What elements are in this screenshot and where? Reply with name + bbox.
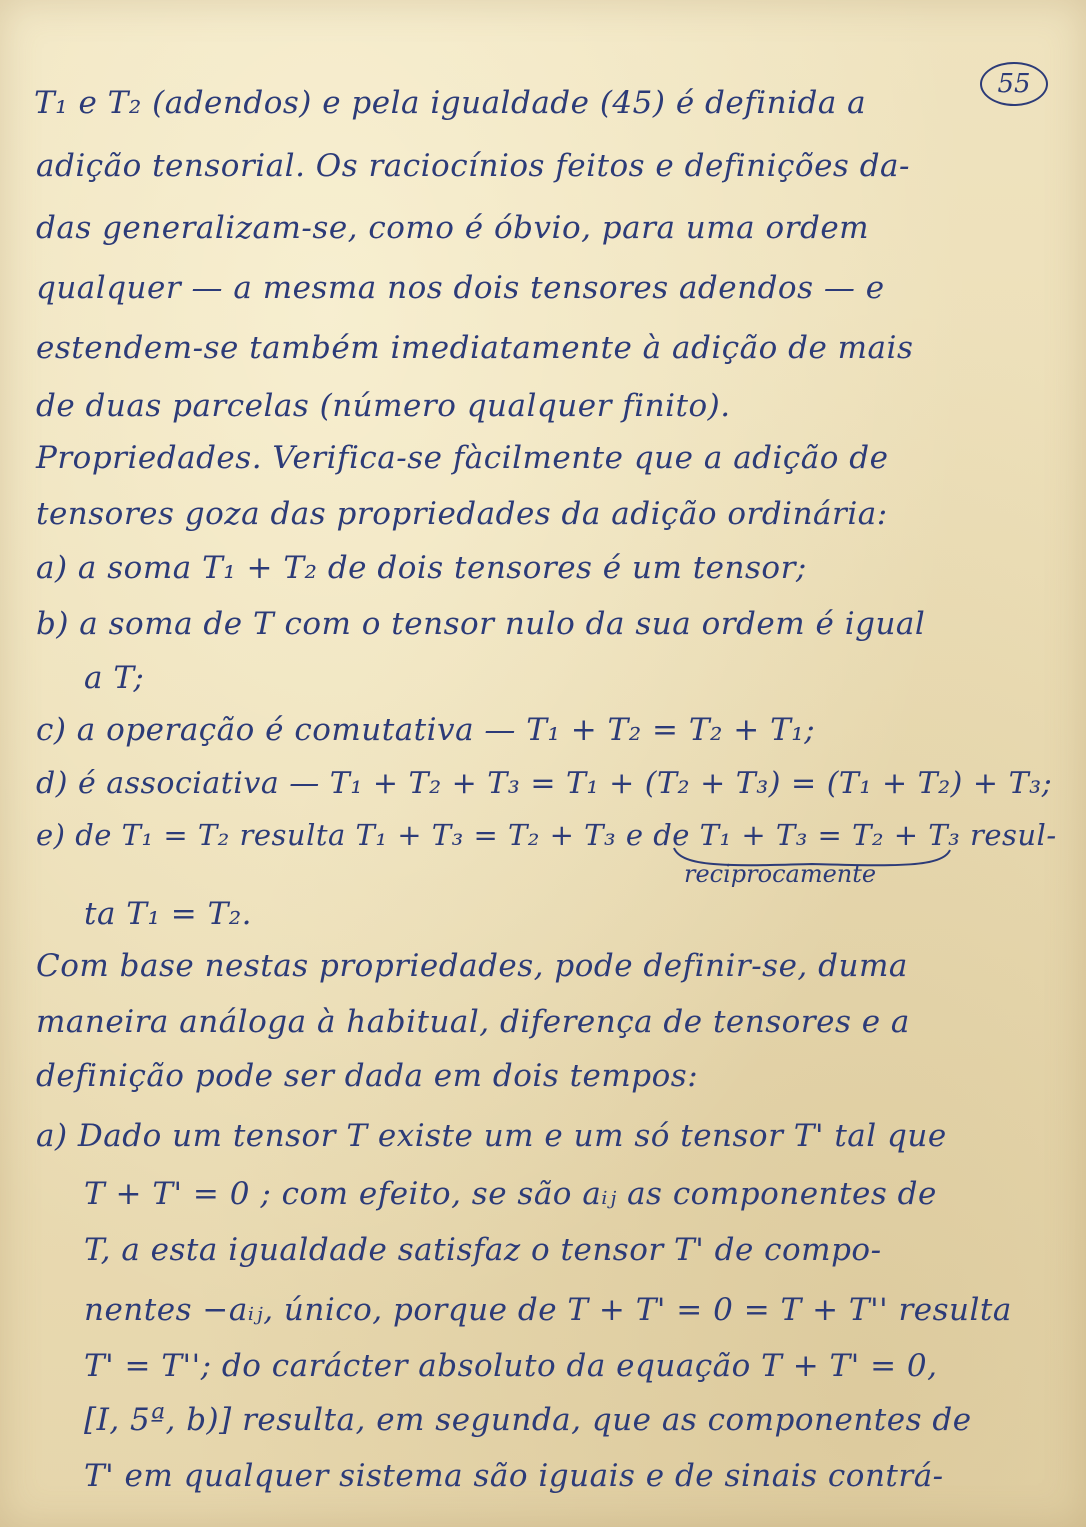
text-line-12: c) a operação é comutativa — T₁ + T₂ = T₂ + T₁; xyxy=(36,712,816,748)
text-line-17: maneira análoga à habitual, diferença de tensores e a xyxy=(36,1004,910,1040)
text-line-15: ta T₁ = T₂. xyxy=(84,896,253,932)
text-line-25: T' em qualquer sistema são iguais e de sinais contrá- xyxy=(84,1458,944,1494)
text-line-5: estendem-se também imediatamente à adição de mais xyxy=(36,330,914,366)
text-line-16: Com base nestas propriedades, pode definir-se, duma xyxy=(36,948,908,984)
text-line-8: tensores goza das propriedades da adição ordinária: xyxy=(36,496,888,532)
text-line-24: [I, 5ª, b)] resulta, em segunda, que as componentes de xyxy=(84,1402,972,1438)
text-line-2: adição tensorial. Os raciocínios feitos e definições da- xyxy=(36,148,910,184)
text-line-6: de duas parcelas (número qualquer finito). xyxy=(36,388,731,424)
text-line-19: a) Dado um tensor T existe um e um só tensor T' tal que xyxy=(36,1118,947,1154)
page-number: 55 xyxy=(980,62,1048,106)
text-line-1: T₁ e T₂ (adendos) e pela igualdade (45) é definida a xyxy=(34,85,867,121)
text-line-4: qualquer — a mesma nos dois tensores adendos — e xyxy=(36,270,885,306)
text-line-3: das generalizam-se, como é óbvio, para uma ordem xyxy=(36,210,870,246)
text-line-20: T + T' = 0 ; com efeito, se são aᵢⱼ as componentes de xyxy=(84,1176,937,1212)
text-line-21: T, a esta igualdade satisfaz o tensor T' de compo- xyxy=(84,1232,882,1268)
text-line-13: d) é associativa — T₁ + T₂ + T₃ = T₁ + (T₂ + T₃) = (T₁ + T₂) + T₃; xyxy=(36,766,1053,801)
text-line-7: Propriedades. Verifica-se fàcilmente que a adição de xyxy=(36,440,889,476)
text-line-11: a T; xyxy=(84,660,145,696)
text-line-9: a) a soma T₁ + T₂ de dois tensores é um tensor; xyxy=(36,550,807,586)
text-line-14: e) de T₁ = T₂ resulta T₁ + T₃ = T₂ + T₃ e de T₁ + T₃ = T₂ + T₃ resul- xyxy=(36,818,1057,852)
annotation-reciprocamente: reciprocamente xyxy=(684,860,877,888)
text-line-23: T' = T''; do carácter absoluto da equação T + T' = 0, xyxy=(84,1348,938,1384)
text-line-18: definição pode ser dada em dois tempos: xyxy=(36,1058,699,1094)
text-line-22: nentes −aᵢⱼ, único, porque de T + T' = 0 = T + T'' resulta xyxy=(84,1292,1012,1328)
text-line-10: b) a soma de T com o tensor nulo da sua ordem é igual xyxy=(36,606,926,642)
